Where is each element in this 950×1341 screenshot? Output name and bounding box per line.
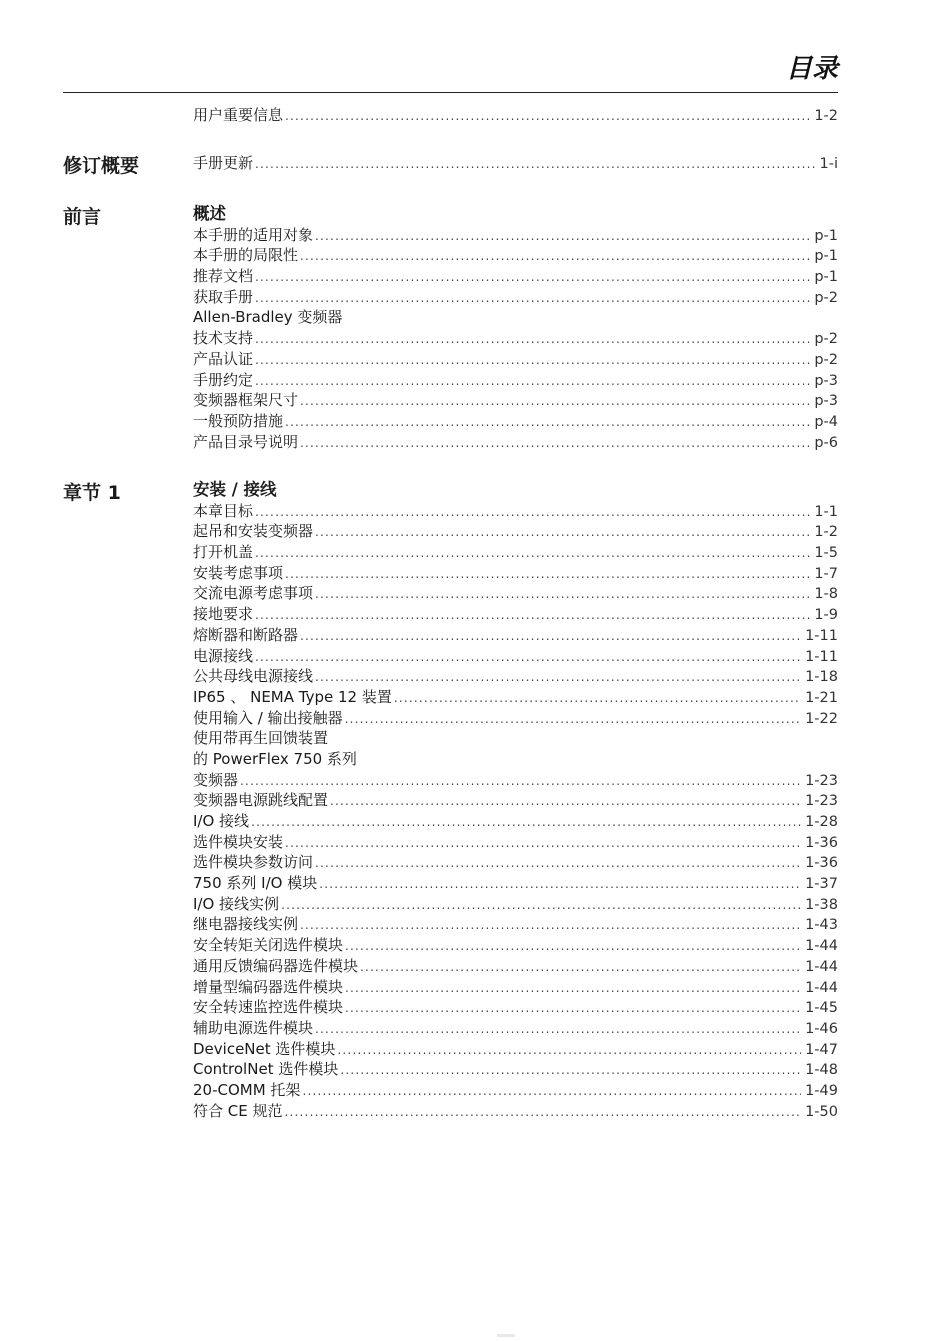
toc-entry[interactable] xyxy=(193,914,838,935)
page-number: p-3 xyxy=(814,393,838,410)
dot-leader xyxy=(315,667,801,688)
toc-entry[interactable] xyxy=(193,432,838,453)
page-number: p-4 xyxy=(814,413,838,430)
dot-leader xyxy=(285,106,810,127)
entry-title: 本章目标 xyxy=(193,501,254,520)
entry-title: 接地要求 xyxy=(193,605,254,624)
dot-leader xyxy=(330,791,801,812)
toc-entry[interactable] xyxy=(193,542,838,563)
page-number: 1-38 xyxy=(805,896,838,913)
page-number: 1-36 xyxy=(805,834,838,851)
toc-entry[interactable] xyxy=(193,687,838,708)
entry-title: 变频器框架尺寸 xyxy=(193,391,299,410)
dot-leader xyxy=(300,246,810,267)
page-number: 1-45 xyxy=(805,1000,838,1017)
dot-leader xyxy=(300,915,801,936)
page-number: 1-8 xyxy=(814,586,838,603)
entry-title: 本手册的适用对象 xyxy=(193,225,314,244)
toc-entry[interactable] xyxy=(193,708,838,729)
toc-entry[interactable] xyxy=(193,245,838,266)
page-number: p-1 xyxy=(814,248,838,265)
dot-leader xyxy=(255,288,810,309)
toc-entry[interactable] xyxy=(193,1080,838,1101)
dot-leader xyxy=(300,433,810,454)
toc-heading xyxy=(193,480,838,501)
dot-leader xyxy=(255,543,810,564)
entry-title: 安全转速监控选件模块 xyxy=(193,998,344,1017)
dot-leader xyxy=(315,853,801,874)
page-number: 1-44 xyxy=(805,938,838,955)
toc-entry[interactable] xyxy=(193,501,838,522)
entry-title: DeviceNet 选件模块 xyxy=(193,1039,336,1058)
toc-entry[interactable] xyxy=(193,1101,838,1122)
page-number: 1-46 xyxy=(805,1020,838,1037)
entry-title: 概述 xyxy=(193,204,226,223)
dot-leader xyxy=(285,1102,802,1123)
dot-leader xyxy=(345,709,801,730)
entry-title: Allen-Bradley 变频器 xyxy=(193,308,343,327)
page-number: p-2 xyxy=(814,289,838,306)
toc-entry[interactable] xyxy=(193,521,838,542)
entry-title: 产品目录号说明 xyxy=(193,432,299,451)
entry-title: 符合 CE 规范 xyxy=(193,1101,283,1120)
section-label: 前言 xyxy=(63,206,102,228)
page-number: 1-2 xyxy=(814,108,838,124)
dot-leader xyxy=(315,226,810,247)
page-number: p-3 xyxy=(814,372,838,389)
dot-leader xyxy=(337,1040,801,1061)
dot-leader xyxy=(285,412,810,433)
page-number: 1-22 xyxy=(805,710,838,727)
entry-title: IP65 、 NEMA Type 12 装置 xyxy=(193,687,392,706)
page-number: 1-i xyxy=(819,156,838,172)
dot-leader xyxy=(255,605,810,626)
page-number: 1-49 xyxy=(805,1082,838,1099)
entry-title: 本手册的局限性 xyxy=(193,246,299,265)
footer-mark xyxy=(497,1334,515,1337)
dot-leader xyxy=(255,350,810,371)
toc-entry[interactable] xyxy=(193,646,838,667)
entry-title: I/O 接线 xyxy=(193,812,250,830)
page-number: 1-5 xyxy=(814,545,838,562)
page-number: p-2 xyxy=(814,351,838,368)
dot-leader xyxy=(255,154,815,175)
section-label: 章节 1 xyxy=(63,482,121,504)
toc-entry[interactable] xyxy=(193,790,838,811)
dot-leader xyxy=(302,1081,801,1102)
toc-entry[interactable] xyxy=(193,977,838,998)
toc-entry[interactable] xyxy=(193,956,838,977)
dot-leader xyxy=(394,688,801,709)
entry-title: 交流电源考虑事项 xyxy=(193,584,314,603)
entry-title: 推荐文档 xyxy=(193,267,254,286)
toc-entry[interactable] xyxy=(193,852,838,873)
page-number: 1-50 xyxy=(805,1103,838,1120)
entry-title: 变频器电源跳线配置 xyxy=(193,791,329,810)
section-entries xyxy=(193,153,838,174)
page-number: 1-28 xyxy=(805,814,838,830)
title-divider xyxy=(63,92,838,93)
toc-entry[interactable] xyxy=(193,604,838,625)
page-number: p-1 xyxy=(814,269,838,286)
entry-title: 750 系列 I/O 模块 xyxy=(193,874,318,893)
page-number: 1-36 xyxy=(805,855,838,872)
toc-entry[interactable] xyxy=(193,935,838,956)
entry-title: 电源接线 xyxy=(193,646,254,665)
entry-title: 继电器接线实例 xyxy=(193,915,299,934)
entry-title: 产品认证 xyxy=(193,349,254,368)
page-number: 1-7 xyxy=(814,565,838,582)
toc-heading xyxy=(193,204,838,225)
dot-leader xyxy=(285,833,801,854)
toc-entry xyxy=(193,307,838,328)
dot-leader xyxy=(300,626,801,647)
entry-title: 的 PowerFlex 750 系列 xyxy=(193,749,357,768)
dot-leader xyxy=(255,502,810,523)
entry-title: 一般预防措施 xyxy=(193,411,284,430)
entry-title: 安装考虑事项 xyxy=(193,563,284,582)
toc-entry[interactable] xyxy=(193,1059,838,1080)
toc-entry[interactable] xyxy=(193,328,838,349)
dot-leader xyxy=(315,1019,801,1040)
page-number: 1-47 xyxy=(805,1041,838,1058)
dot-leader xyxy=(319,874,801,895)
toc-entry[interactable] xyxy=(193,225,838,246)
dot-leader xyxy=(300,391,810,412)
entry-title: 技术支持 xyxy=(193,329,254,348)
toc-entry[interactable] xyxy=(193,370,838,391)
toc-entry[interactable] xyxy=(193,153,838,174)
entry-title: 打开机盖 xyxy=(193,543,254,562)
dot-leader xyxy=(281,895,801,916)
section-entries xyxy=(193,204,838,452)
entry-title: 变频器 xyxy=(193,770,239,789)
page-number: 1-44 xyxy=(805,979,838,996)
dot-leader xyxy=(345,998,801,1019)
section-entries xyxy=(193,480,838,1121)
entry-title: 增量型编码器选件模块 xyxy=(193,977,344,996)
toc-entry[interactable] xyxy=(193,1039,838,1060)
entry-title: 公共母线电源接线 xyxy=(193,667,314,686)
toc-entry[interactable] xyxy=(193,832,838,853)
page-number: 1-23 xyxy=(805,772,838,789)
section-label: 修订概要 xyxy=(63,155,140,177)
dot-leader xyxy=(255,329,810,350)
entry-title: 起吊和安装变频器 xyxy=(193,522,314,541)
dot-leader xyxy=(255,267,810,288)
page-number: 1-37 xyxy=(805,876,838,893)
page-number: 1-44 xyxy=(805,958,838,975)
toc-entry xyxy=(193,728,838,749)
dot-leader xyxy=(315,522,810,543)
page-number: 1-18 xyxy=(805,669,838,686)
dot-leader xyxy=(315,584,810,605)
entry-title: 辅助电源选件模块 xyxy=(193,1018,314,1037)
dot-leader xyxy=(251,812,801,833)
toc-entry[interactable] xyxy=(193,894,838,915)
toc-entry[interactable] xyxy=(193,349,838,370)
toc-entry[interactable] xyxy=(193,563,838,584)
entry-title: 20-COMM 托架 xyxy=(193,1080,301,1099)
toc-entry[interactable] xyxy=(193,266,838,287)
entry-title: 通用反馈编码器选件模块 xyxy=(193,956,359,975)
page-number: 1-43 xyxy=(805,917,838,934)
page-title: 目录 xyxy=(785,54,838,84)
toc-entry[interactable] xyxy=(193,873,838,894)
entry-title: 熔断器和断路器 xyxy=(193,625,299,644)
toc-entry[interactable] xyxy=(193,287,838,308)
dot-leader xyxy=(285,564,810,585)
toc-entry xyxy=(193,749,838,770)
page-number: 1-11 xyxy=(805,648,838,665)
dot-leader xyxy=(255,371,810,392)
page-number: 1-1 xyxy=(814,503,838,520)
section-entries xyxy=(193,105,838,126)
entry-title: 选件模块参数访问 xyxy=(193,853,314,872)
page-number: 1-9 xyxy=(814,607,838,624)
toc-entry[interactable] xyxy=(193,811,838,832)
entry-title: ControlNet 选件模块 xyxy=(193,1060,339,1079)
entry-title: 使用带再生回馈装置 xyxy=(193,729,329,748)
entry-title: I/O 接线实例 xyxy=(193,894,280,913)
entry-title: 手册约定 xyxy=(193,370,254,389)
toc-entry[interactable] xyxy=(193,770,838,791)
page-number: 1-48 xyxy=(805,1062,838,1079)
entry-title: 安全转矩关闭选件模块 xyxy=(193,936,344,955)
entry-title: 用户重要信息 xyxy=(193,106,284,124)
page-number: p-6 xyxy=(814,434,838,451)
toc-entry[interactable] xyxy=(193,105,838,126)
toc-entry[interactable] xyxy=(193,666,838,687)
page-number: 1-11 xyxy=(805,627,838,644)
toc-entry[interactable] xyxy=(193,1018,838,1039)
page-number: 1-21 xyxy=(805,689,838,706)
dot-leader xyxy=(345,978,801,999)
toc-entry[interactable] xyxy=(193,997,838,1018)
entry-title: 获取手册 xyxy=(193,287,254,306)
entry-title: 使用输入 / 输出接触器 xyxy=(193,708,343,727)
dot-leader xyxy=(255,647,801,668)
dot-leader xyxy=(340,1060,801,1081)
toc-entry[interactable] xyxy=(193,625,838,646)
entry-title: 手册更新 xyxy=(193,154,254,172)
dot-leader xyxy=(360,957,801,978)
page-number: p-2 xyxy=(814,331,838,348)
page-number: 1-23 xyxy=(805,793,838,810)
dot-leader xyxy=(345,936,801,957)
entry-title: 安装 / 接线 xyxy=(193,480,277,499)
entry-title: 选件模块安装 xyxy=(193,832,284,851)
page-number: p-1 xyxy=(814,227,838,244)
toc-entry[interactable] xyxy=(193,411,838,432)
page-number: 1-2 xyxy=(814,524,838,541)
toc-entry[interactable] xyxy=(193,390,838,411)
toc-entry[interactable] xyxy=(193,583,838,604)
dot-leader xyxy=(240,771,801,792)
